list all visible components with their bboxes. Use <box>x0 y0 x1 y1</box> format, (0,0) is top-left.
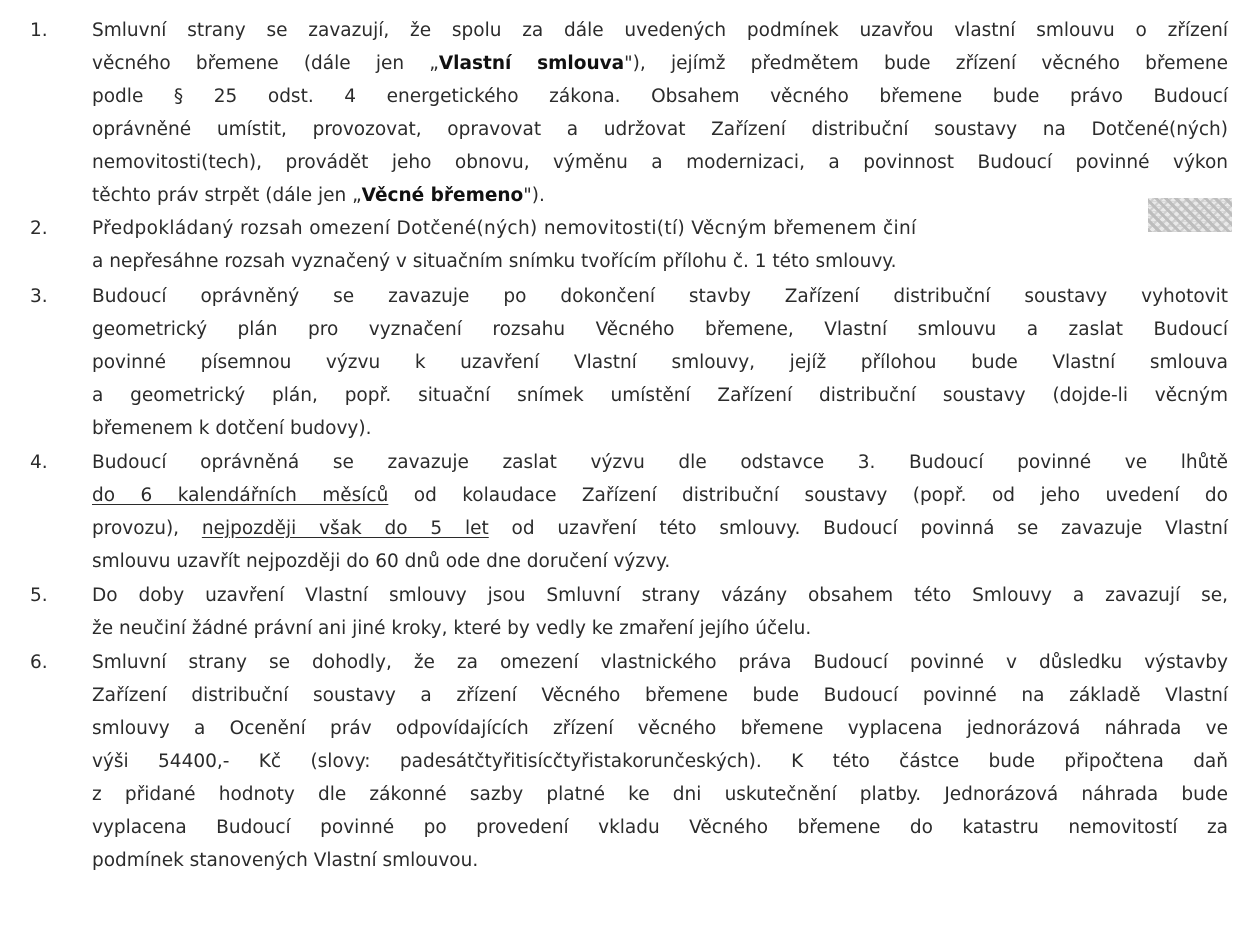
clause-line: Budoucí oprávněný se zavazuje po dokončení stavby Zařízení distribuční soustavy vyhotovit <box>92 286 1228 307</box>
clause-line: z přidané hodnoty dle zákonné sazby platné ke dni uskutečnění platby. Jednorázová náhrada bude <box>92 784 1228 805</box>
clause-line: Smluvní strany se dohodly, že za omezení vlastnického práva Budoucí povinné v důsledku výstavby <box>92 652 1228 673</box>
clause-number: 6. <box>30 652 48 673</box>
defined-term-vecne-bremeno: Věcné břemeno <box>361 185 524 206</box>
clause-line: Smluvní strany se zavazují, že spolu za dále uvedených podmínek uzavřou vlastní smlouvu o zřízení <box>92 20 1228 41</box>
clause-line: věcného břemene (dále jen „Vlastní smlouva"), jejímž předmětem bude zřízení věcného břemene <box>92 53 1228 74</box>
clause-line: těchto práv strpět (dále jen „Věcné břemeno"). <box>92 185 545 206</box>
clause-line: povinné písemnou výzvu k uzavření Vlastní smlouvy, jejíž přílohou bude Vlastní smlouva <box>92 352 1228 373</box>
clause-line: a geometrický plán, popř. situační snímek umístění Zařízení distribuční soustavy (dojde-li věcným <box>92 385 1228 406</box>
clause-line: provozu), nejpozději však do 5 let od uzavření této smlouvy. Budoucí povinná se zavazuje Vlastní <box>92 518 1229 539</box>
clause-line: vyplacena Budoucí povinné po provedení vkladu Věcného břemene do katastru nemovitostí za <box>92 817 1228 838</box>
clause-line: podle § 25 odst. 4 energetického zákona. Obsahem věcného břemene bude právo Budoucí <box>92 86 1228 107</box>
deadline-six-months: do 6 kalendářních měsíců <box>92 485 389 506</box>
clause-line: smlouvy a Ocenění práv odpovídajících zřízení věcného břemene vyplacena jednorázová náhrada ve <box>92 718 1228 739</box>
clause-number: 2. <box>30 218 48 239</box>
clause-number: 5. <box>30 585 48 606</box>
clause-line: smlouvu uzavřít nejpozději do 60 dnů ode dne doručení výzvy. <box>92 551 671 572</box>
clause-number: 4. <box>30 452 48 473</box>
deadline-five-years: nejpozději však do 5 let <box>201 518 489 539</box>
clause-line: výši 54400,- Kč (slovy: padesátčtyřitisícčtyřistakorunčeských). K této částce bude připočtena daň <box>92 751 1228 772</box>
clause-line: Zařízení distribuční soustavy a zřízení Věcného břemene bude Budoucí povinné na základě Vlastní <box>92 685 1228 706</box>
clause-line: a nepřesáhne rozsah vyznačený v situačním snímku tvořícím přílohu č. 1 této smlouvy. <box>92 251 897 272</box>
clause-line: do 6 kalendářních měsíců od kolaudace Zařízení distribuční soustavy (popř. od jeho uvedení do <box>92 485 1228 506</box>
clause-number: 3. <box>30 286 48 307</box>
clause-line: břemenem k dotčení budovy). <box>92 418 372 439</box>
clause-line: nemovitosti(tech), provádět jeho obnovu, výměnu a modernizaci, a povinnost Budoucí povinné výkon <box>92 152 1228 173</box>
clause-line: Do doby uzavření Vlastní smlouvy jsou Smluvní strany vázány obsahem této Smlouvy a zavazují se, <box>92 585 1228 606</box>
clause-line: Budoucí oprávněná se zavazuje zaslat výzvu dle odstavce 3. Budoucí povinné ve lhůtě <box>92 452 1228 473</box>
clause-line: že neučiní žádné právní ani jiné kroky, které by vedly ke zmaření jejího účelu. <box>92 618 812 639</box>
clause-number: 1. <box>30 20 48 41</box>
clause-line: podmínek stanovených Vlastní smlouvou. <box>92 850 479 871</box>
redacted-area <box>1148 198 1232 232</box>
defined-term-vlastni-smlouva: Vlastní smlouva <box>438 53 625 74</box>
clause-line: Předpokládaný rozsah omezení Dotčené(ných) nemovitosti(tí) Věcným břemenem činí <box>92 218 917 239</box>
clause-line: geometrický plán pro vyznačení rozsahu Věcného břemene, Vlastní smlouvu a zaslat Budoucí <box>92 319 1228 340</box>
clause-line: oprávněné umístit, provozovat, opravovat a udržovat Zařízení distribuční soustavy na Dotčené(ných) <box>92 119 1228 140</box>
